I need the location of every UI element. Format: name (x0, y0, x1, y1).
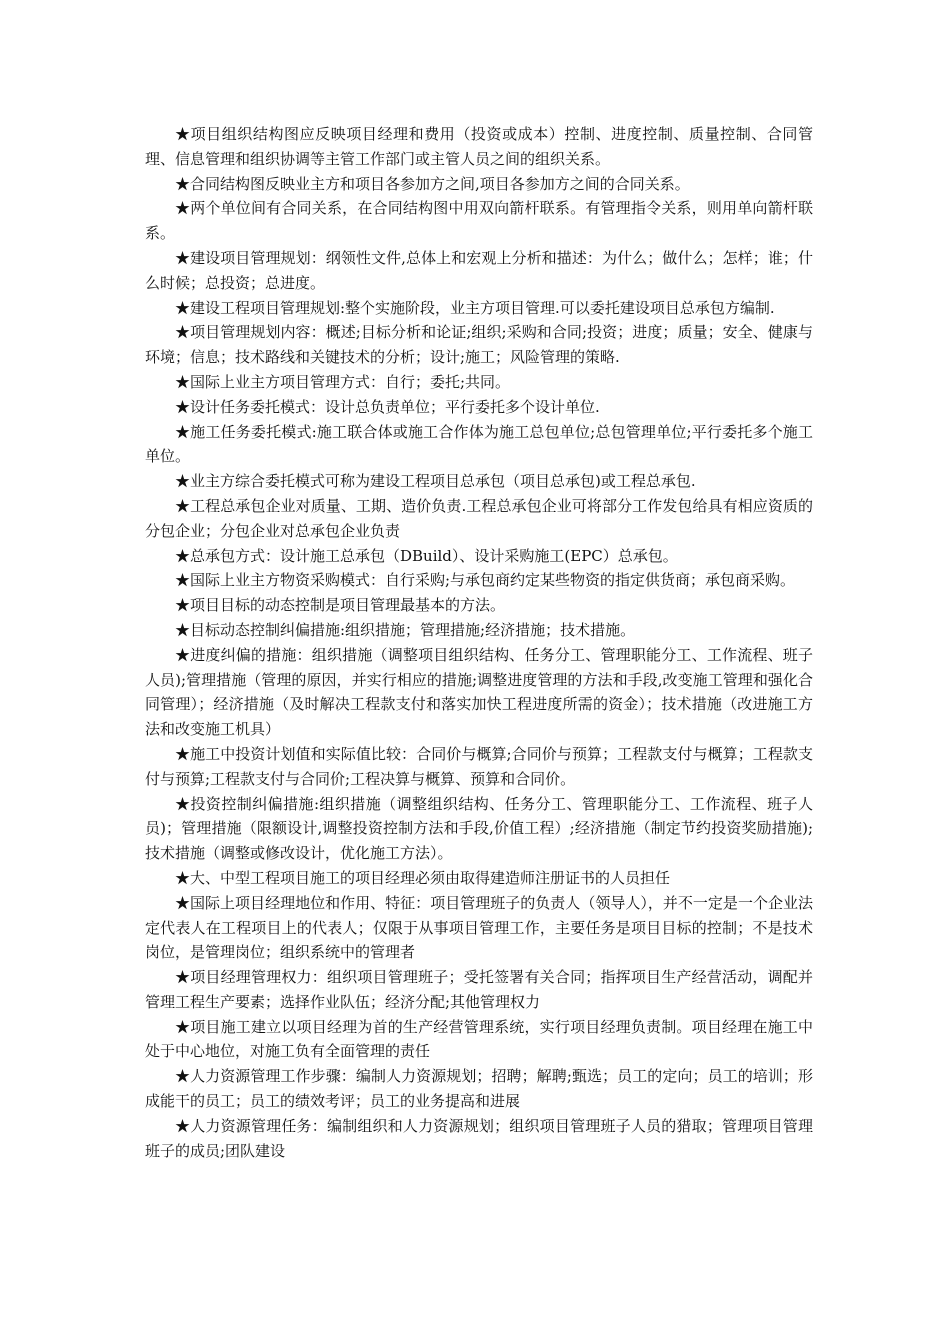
paragraph: ★项目施工建立以项目经理为首的生产经营管理系统，实行项目经理负责制。项目经理在施工中处于中心地位，对施工负有全面管理的责任 (145, 1017, 813, 1061)
paragraph: ★目标动态控制纠偏措施:组织措施；管理措施;经济措施；技术措施。 (175, 620, 636, 639)
paragraph: ★建设工程项目管理规划:整个实施阶段，业主方项目管理.可以委托建设项目总承包方编制. (175, 298, 775, 317)
paragraph: ★业主方综合委托模式可称为建设工程项目总承包（项目总承包)或工程总承包. (175, 472, 696, 491)
paragraph: ★两个单位间有合同关系，在合同结构图中用双向箭杆联系。有管理指令关系，则用单向箭杆联系。 (145, 199, 813, 243)
paragraph: ★项目组织结构图应反映项目经理和费用（投资或成本）控制、进度控制、质量控制、合同管理、信息管理和组织协调等主管工作部门或主管人员之间的组织关系。 (145, 125, 813, 168)
paragraph: ★施工任务委托模式:施工联合体或施工合作体为施工总包单位;总包管理单位;平行委托多个施工单位。 (145, 422, 813, 466)
paragraph: ★国际上业主方物资采购模式：自行采购;与承包商约定某些物资的指定供货商；承包商采购。 (175, 571, 796, 590)
paragraph: ★投资控制纠偏措施:组织措施（调整组织结构、任务分工、管理职能分工、工作流程、班子人员)；管理措施（限额设计,调整投资控制方法和手段,价值工程）;经济措施（制定节约投资奖励措施);技术措施（调整或修改设计，优化施工方法）。 (145, 794, 813, 863)
document-body (145, 122, 813, 1163)
paragraph: ★人力资源管理任务：编制组织和人力资源规划；组织项目管理班子人员的猎取；管理项目管理班子的成员;团队建设 (145, 1116, 813, 1160)
paragraph: ★合同结构图反映业主方和项目各参加方之间,项目各参加方之间的合同关系。 (175, 174, 690, 193)
paragraph: ★大、中型工程项目施工的项目经理必须由取得建造师注册证书的人员担任 (175, 868, 671, 887)
paragraph: ★工程总承包企业对质量、工期、造价负责.工程总承包企业可将部分工作发包给具有相应资质的分包企业；分包企业对总承包企业负责 (145, 496, 813, 540)
paragraph: ★项目管理规划内容：概述;目标分析和论证;组织;采购和合同;投资；进度；质量；安全、健康与环境；信息；技术路线和关键技术的分析；设计;施工；风险管理的策略. (145, 323, 813, 367)
paragraph: ★人力资源管理工作步骤：编制人力资源规划；招聘；解聘;甄选；员工的定向；员工的培训；形成能干的员工；员工的绩效考评；员工的业务提高和进展 (145, 1067, 813, 1111)
paragraph: ★进度纠偏的措施：组织措施（调整项目组织结构、任务分工、管理职能分工、工作流程、班子人员);管理措施（管理的原因，并实行相应的措施;调整进度管理的方法和手段,改变施工管理和强化合同管理）；经济措施（及时解决工程款支付和落实加快工程进度所需的资金）；技术措施（改进施工方法和改变施工机具） (145, 645, 813, 739)
paragraph: ★国际上项目经理地位和作用、特征：项目管理班子的负责人（领导人），并不一定是一个企业法定代表人在工程项目上的代表人；仅限于从事项目管理工作，主要任务是项目目标的控制；不是技术岗位，是管理岗位；组织系统中的管理者 (145, 893, 813, 962)
paragraph: ★总承包方式：设计施工总承包（DBuild）、设计采购施工(EPC）总承包。 (175, 546, 678, 565)
paragraph: ★建设项目管理规划：纲领性文件,总体上和宏观上分析和描述：为什么；做什么；怎样；谁；什么时候；总投资；总进度。 (145, 248, 813, 292)
paragraph: ★国际上业主方项目管理方式：自行；委托;共同。 (175, 372, 511, 391)
paragraph: ★项目目标的动态控制是项目管理最基本的方法。 (175, 596, 506, 615)
paragraph: ★项目经理管理权力：组织项目管理班子；受托签署有关合同；指挥项目生产经营活动，调配并管理工程生产要素；选择作业队伍；经济分配;其他管理权力 (145, 968, 813, 1011)
paragraph: ★施工中投资计划值和实际值比较：合同价与概算;合同价与预算；工程款支付与概算；工程款支付与预算;工程款支付与合同价;工程决算与概算、预算和合同价。 (145, 744, 813, 788)
paragraph: ★设计任务委托模式：设计总负责单位；平行委托多个设计单位. (175, 397, 600, 416)
